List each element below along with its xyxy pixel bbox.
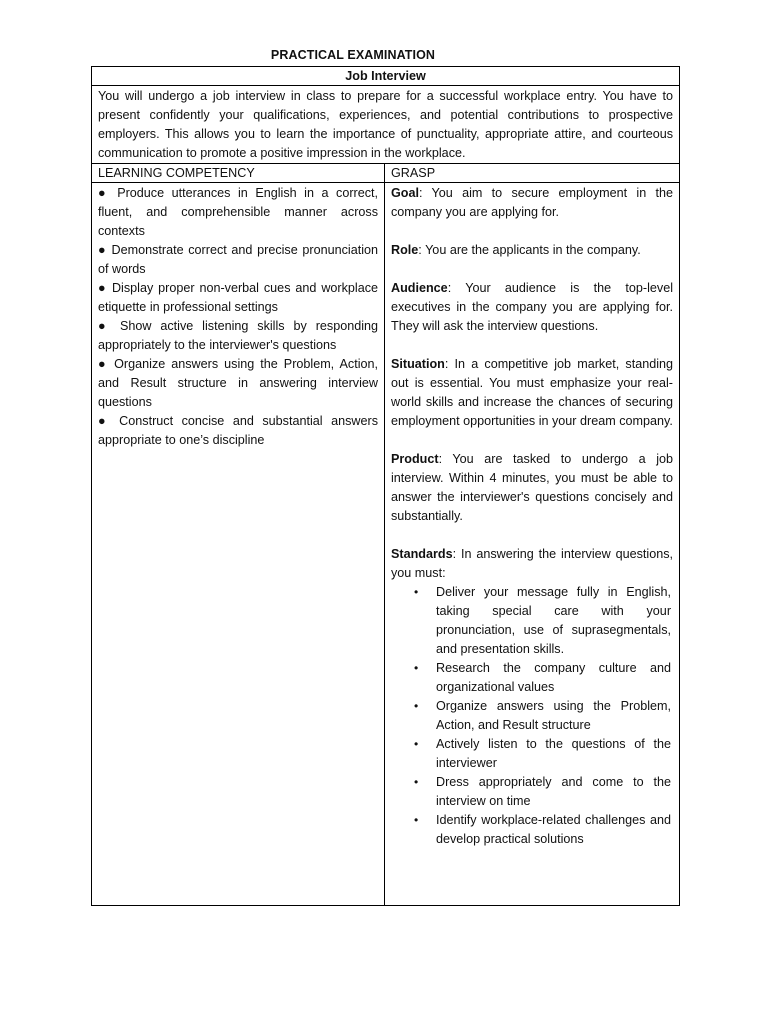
bullet-icon: ● xyxy=(98,186,110,200)
standards-item xyxy=(414,773,673,811)
grasp-goal xyxy=(391,184,673,222)
grasp-situation-label: Situation xyxy=(391,357,445,371)
header-row xyxy=(92,164,680,183)
content-row xyxy=(92,183,680,906)
standards-item-text: Organize answers using the Problem, Action, and Result structure xyxy=(436,699,672,732)
grasp-product-text: : You are tasked to undergo a job interview. Within 4 minutes, you must be able to answer the interviewer's questions concisely and substantially. xyxy=(391,452,674,523)
standards-item xyxy=(414,583,673,659)
bullet-icon: ● xyxy=(98,414,111,428)
grasp-standards-label: Standards xyxy=(391,547,453,561)
competency-text: Construct concise and substantial answers appropriate to one’s discipline xyxy=(98,414,378,447)
grasp-cell xyxy=(385,183,680,906)
standards-item-text: Dress appropriately and come to the interview on time xyxy=(436,775,672,808)
bullet-icon: • xyxy=(414,585,419,599)
document-title: PRACTICAL EXAMINATION xyxy=(270,48,436,62)
grasp-product xyxy=(391,450,673,526)
grasp-audience xyxy=(391,279,673,336)
exam-table xyxy=(91,66,680,906)
standards-item-text: Research the company culture and organizational values xyxy=(436,661,672,694)
grasp-situation xyxy=(391,355,673,431)
competency-cell xyxy=(92,183,385,906)
competency-item xyxy=(98,317,378,355)
bullet-icon: ● xyxy=(98,357,109,371)
intro-paragraph: You will undergo a job interview in class to prepare for a successful workplace entry. You have to present confidently your qualifications, experiences, and potential contributions to prospective employers. This allows you to learn the importance of punctuality, appropriate attire, and courteous communication to promote a positive impression in the workplace. xyxy=(92,86,680,164)
grasp-audience-label: Audience xyxy=(391,281,448,295)
bullet-icon: • xyxy=(414,699,419,713)
grasp-role-label: Role xyxy=(391,243,419,257)
standards-item-text: Actively listen to the questions of the interviewer xyxy=(436,737,672,770)
bullet-icon: ● xyxy=(98,281,108,295)
grasp-standards xyxy=(391,545,673,583)
standards-list xyxy=(391,583,673,849)
competency-text: Produce utterances in English in a correct, fluent, and comprehensible manner across contexts xyxy=(98,186,379,238)
competency-text: Demonstrate correct and precise pronunciation of words xyxy=(98,243,379,276)
competency-item xyxy=(98,184,378,241)
exam-subtitle: Job Interview xyxy=(92,67,680,86)
bullet-icon: ● xyxy=(98,243,107,257)
grasp-audience-text: : Your audience is the top-level executives in the company you are applying for. They will ask the interview questions. xyxy=(391,281,674,333)
competency-item xyxy=(98,355,378,412)
grasp-situation-text: : In a competitive job market, standing out is essential. You must emphasize your real-world skills and increase the chances of securing employment opportunities in your dream company. xyxy=(391,357,674,428)
competency-item xyxy=(98,241,378,279)
standards-item-text: Identify workplace-related challenges and develop practical solutions xyxy=(436,813,672,846)
standards-item xyxy=(414,735,673,773)
intro-row xyxy=(92,86,680,164)
competency-text: Show active listening skills by responding appropriately to the interviewer's questions xyxy=(98,319,379,352)
standards-item-text: Deliver your message fully in English, taking special care with your pronunciation, use of suprasegmentals, and presentation skills. xyxy=(436,585,672,656)
learning-competency-header: LEARNING COMPETENCY xyxy=(92,164,385,183)
bullet-icon: • xyxy=(414,661,419,675)
bullet-icon: • xyxy=(414,775,419,789)
bullet-icon: • xyxy=(414,813,419,827)
competency-item xyxy=(98,412,378,450)
standards-item xyxy=(414,697,673,735)
competency-item xyxy=(98,279,378,317)
grasp-role xyxy=(391,241,673,260)
bullet-icon: ● xyxy=(98,319,112,333)
grasp-goal-label: Goal xyxy=(391,186,419,200)
standards-item xyxy=(414,811,673,849)
standards-item xyxy=(414,659,673,697)
grasp-header: GRASP xyxy=(385,164,680,183)
grasp-product-label: Product xyxy=(391,452,439,466)
grasp-standards-text: : In answering the interview questions, you must: xyxy=(391,547,674,580)
bullet-icon: • xyxy=(414,737,419,751)
grasp-role-text: : You are the applicants in the company. xyxy=(418,243,641,257)
competency-text: Organize answers using the Problem, Action, and Result structure in answering interview questions xyxy=(98,357,378,409)
grasp-goal-text: : You aim to secure employment in the company you are applying for. xyxy=(391,186,674,219)
subtitle-row xyxy=(92,67,680,86)
competency-text: Display proper non-verbal cues and workplace etiquette in professional settings xyxy=(98,281,379,314)
